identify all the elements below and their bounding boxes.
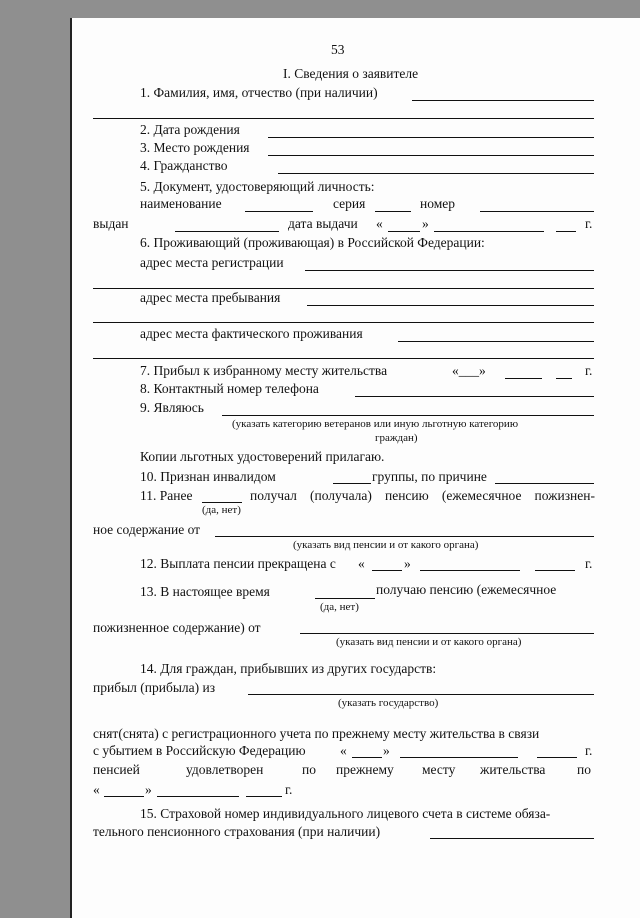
received-yes-no-field[interactable] xyxy=(202,502,242,503)
dereg-quote-close: » xyxy=(383,743,390,758)
received-yes-no-hint: (да, нет) xyxy=(202,504,241,516)
issue-year-field[interactable] xyxy=(556,231,576,232)
pension-word-6: жительства xyxy=(480,762,546,777)
label-disabled-reason: группы, по причине xyxy=(372,469,487,484)
label-disabled: 10. Признан инвалидом xyxy=(140,469,276,484)
category-hint-2: граждан) xyxy=(375,432,418,444)
pension-year-field[interactable] xyxy=(246,796,282,797)
pension-word-4: прежнему xyxy=(336,762,394,777)
stopped-quote-open: « xyxy=(358,556,365,571)
label-citizenship: 4. Гражданство xyxy=(140,158,228,173)
pension-word-3: по xyxy=(302,762,316,777)
stay-address-field[interactable] xyxy=(307,305,594,306)
state-hint: (указать государство) xyxy=(338,697,439,709)
previous-pension-hint: (указать вид пенсии и от какого органа) xyxy=(293,539,479,551)
reg-address-field-2[interactable] xyxy=(93,288,594,289)
current-pension-hint: (указать вид пенсии и от какого органа) xyxy=(336,636,522,648)
previous-pension-field[interactable] xyxy=(215,536,594,537)
label-arrived: 7. Прибыл к избранному месту жительства xyxy=(140,363,388,378)
label-issue-date: дата выдачи xyxy=(288,216,358,231)
pension-word-1: пенсией xyxy=(93,762,140,777)
label-received-2: получал (получала) пенсию (ежемесячное пожизнен- xyxy=(250,488,595,503)
category-field[interactable] xyxy=(222,415,594,416)
birth-place-field[interactable] xyxy=(268,155,594,156)
pension-word-7: по xyxy=(577,762,591,777)
label-id-document: 5. Документ, удостоверяющий личность: xyxy=(140,179,375,194)
category-hint-1: (указать категорию ветеранов или иную льготную категорию xyxy=(232,418,519,430)
label-birth-place: 3. Место рождения xyxy=(140,140,250,155)
arrived-year-suffix: г. xyxy=(585,363,593,378)
full-name-field-2[interactable] xyxy=(93,118,594,119)
pension-year-suffix: г. xyxy=(285,782,293,797)
reg-address-field[interactable] xyxy=(305,270,594,271)
pension-month-field[interactable] xyxy=(157,796,239,797)
pension-quote-open: « xyxy=(93,782,100,797)
label-snils-2: тельного пенсионного страхования (при наличии) xyxy=(93,824,381,839)
label-foreign: 14. Для граждан, прибывших из других государств: xyxy=(140,661,437,676)
stopped-month-field[interactable] xyxy=(420,570,520,571)
label-doc-series: серия xyxy=(333,196,366,211)
year-suffix: г. xyxy=(585,216,593,231)
label-arrived-from: прибыл (прибыла) из xyxy=(93,680,216,695)
citizenship-field[interactable] xyxy=(278,173,594,174)
arrived-month-field[interactable] xyxy=(505,378,542,379)
stay-address-field-2[interactable] xyxy=(93,322,594,323)
doc-series-field[interactable] xyxy=(375,211,411,212)
pension-word-5: месту xyxy=(422,762,456,777)
stopped-year-field[interactable] xyxy=(535,570,575,571)
current-pension-field[interactable] xyxy=(300,633,594,634)
arrived-from-field[interactable] xyxy=(248,694,594,695)
doc-number-field[interactable] xyxy=(480,211,594,212)
label-deregistered-2: с убытием в Российскую Федерацию xyxy=(93,743,306,758)
copies-text: Копии льготных удостоверений прилагаю. xyxy=(140,449,385,464)
label-currently-3: пожизненное содержание) от xyxy=(93,620,261,635)
issued-by-field[interactable] xyxy=(175,231,279,232)
arrived-year-field[interactable] xyxy=(556,378,572,379)
label-received-3: ное содержание от xyxy=(93,522,201,537)
stopped-day-field[interactable] xyxy=(372,570,402,571)
arrived-day-field[interactable]: «___» xyxy=(452,363,486,378)
label-stay-address: адрес места пребывания xyxy=(140,290,281,305)
label-received: 11. Ранее xyxy=(140,488,193,503)
label-full-name: 1. Фамилия, имя, отчество (при наличии) xyxy=(140,85,378,100)
disability-group-field[interactable] xyxy=(333,483,371,484)
stopped-quote-close: » xyxy=(404,556,411,571)
label-doc-number: номер xyxy=(420,196,456,211)
dereg-year-suffix: г. xyxy=(585,743,593,758)
label-pension-stopped: 12. Выплата пенсии прекращена с xyxy=(140,556,336,571)
issue-month-field[interactable] xyxy=(434,231,544,232)
pension-quote-close: » xyxy=(145,782,152,797)
currently-yes-no-field[interactable] xyxy=(315,598,375,599)
snils-field[interactable] xyxy=(430,838,594,839)
doc-name-field[interactable] xyxy=(245,211,313,212)
dereg-quote-open: « xyxy=(340,743,347,758)
actual-address-field[interactable] xyxy=(398,341,594,342)
dereg-year-field[interactable] xyxy=(537,757,577,758)
full-name-field[interactable] xyxy=(412,100,594,101)
label-residing: 6. Проживающий (проживающая) в Российской Федерации: xyxy=(140,235,485,250)
label-phone: 8. Контактный номер телефона xyxy=(140,381,319,396)
dereg-month-field[interactable] xyxy=(400,757,518,758)
label-birth-date: 2. Дата рождения xyxy=(140,122,240,137)
issue-day-field[interactable] xyxy=(388,231,420,232)
currently-yes-no-hint: (да, нет) xyxy=(320,601,359,613)
label-issued-by: выдан xyxy=(93,216,129,231)
label-reg-address: адрес места регистрации xyxy=(140,255,284,270)
birth-date-field[interactable] xyxy=(268,137,594,138)
label-snils: 15. Страховой номер индивидуального лицевого счета в системе обяза- xyxy=(140,806,551,821)
actual-address-field-2[interactable] xyxy=(93,358,594,359)
disability-reason-field[interactable] xyxy=(495,483,594,484)
quote-open: « xyxy=(376,216,383,231)
phone-field[interactable] xyxy=(355,396,594,397)
label-currently-2: получаю пенсию (ежемесячное xyxy=(376,582,557,597)
pension-word-2: удовлетворен xyxy=(186,762,264,777)
label-currently: 13. В настоящее время xyxy=(140,584,270,599)
label-actual-address: адрес места фактического проживания xyxy=(140,326,363,341)
label-doc-name: наименование xyxy=(140,196,222,211)
quote-close: » xyxy=(422,216,429,231)
page-number: 53 xyxy=(331,42,345,57)
dereg-day-field[interactable] xyxy=(352,757,382,758)
stopped-year-suffix: г. xyxy=(585,556,593,571)
label-category: 9. Являюсь xyxy=(140,400,204,415)
section-title: I. Сведения о заявителе xyxy=(283,66,419,81)
label-deregistered: снят(снята) с регистрационного учета по прежнему месту жительства в связи xyxy=(93,726,540,741)
pension-day-field[interactable] xyxy=(104,796,144,797)
